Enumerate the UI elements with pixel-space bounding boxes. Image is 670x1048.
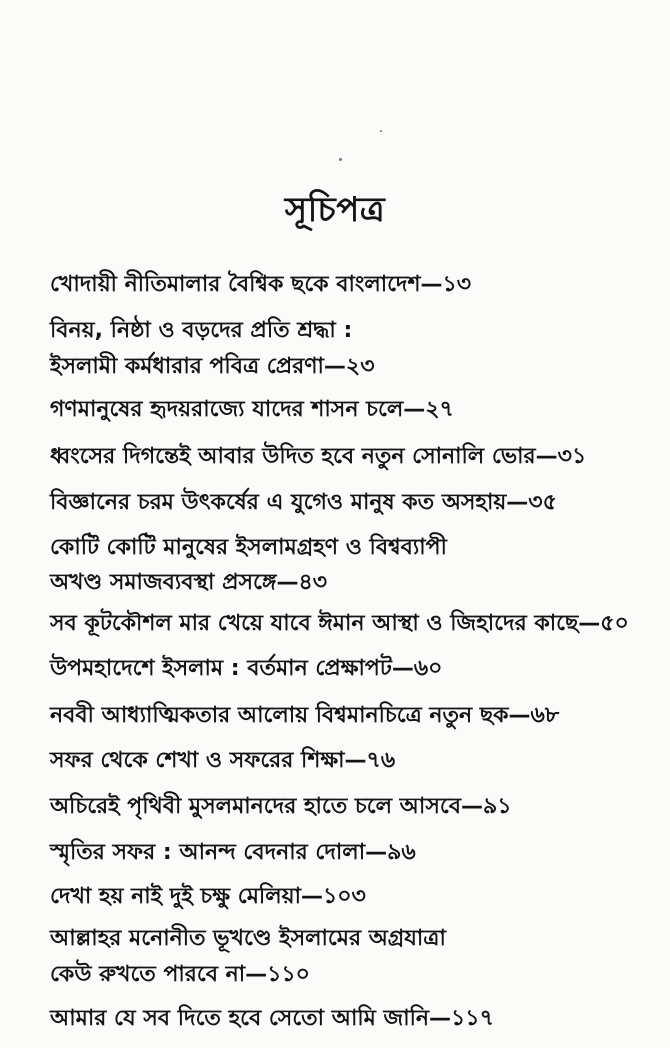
toc-entry-line: ধ্বংসের দিগন্তেই আবার উদিত হবে নতুন সোনালি ভোর—৩১ [50,444,587,469]
toc-entry-line: দেখা হয় নাই দুই চক্ষু মেলিয়া—১০৩ [50,884,366,909]
toc-entry-line: বিনয়, নিষ্ঠা ও বড়দের প্রতি শ্রদ্ধা : [50,318,353,343]
toc-entry-line: কোটি কোটি মানুষের ইসলামগ্রহণ ও বিশ্বব্যাপী [50,535,447,560]
toc-entry-line: স্মৃতির সফর : আনন্দ বেদনার দোলা—৯৬ [50,840,416,865]
toc-entry-line: সব কূটকৌশল মার খেয়ে যাবে ঈমান আস্থা ও জিহাদের কাছে—৫০ [50,611,629,636]
toc-entry-line: কেউ রুখতে পারবে না—১১০ [50,962,310,987]
toc-entry-line: খোদায়ী নীতিমালার বৈশ্বিক ছকে বাংলাদেশ—১৩ [50,272,472,297]
toc-entry-line: ইসলামী কর্মধারার পবিত্র প্রেরণা—২৩ [50,354,375,379]
toc-entry-line: উপমহাদেশে ইসলাম : বর্তমান প্রেক্ষাপট—৬০ [50,656,443,681]
toc-entry-line: আল্লাহর মনোনীত ভূখণ্ডে ইসলামের অগ্রযাত্রা [50,926,446,951]
toc-entry-line: আমার যে সব দিতে হবে সেতো আমি জানি—১১৭ [50,1006,494,1031]
toc-entry-line: গণমানুষের হৃদয়রাজ্যে যাদের শাসন চলে—২৭ [50,397,454,422]
scan-speck [339,158,342,161]
toc-entry-line: নববী আধ্যাত্মিকতার আলোয় বিশ্বমানচিত্রে নতুন ছক—৬৮ [50,703,560,728]
page-title: সূচিপত্র [284,190,386,230]
toc-entry-line: অখণ্ড সমাজব্যবস্থা প্রসঙ্গে—৪৩ [50,570,328,595]
toc-entry-line: সফর থেকে শেখা ও সফরের শিক্ষা—৭৬ [50,748,396,773]
scan-speck [380,130,382,132]
toc-entry-line: অচিরেই পৃথিবী মুসলমানদের হাতে চলে আসবে—৯১ [50,794,512,819]
toc-entry-line: বিজ্ঞানের চরম উৎকর্ষের এ যুগেও মানুষ কত অসহায়—৩৫ [50,490,557,515]
